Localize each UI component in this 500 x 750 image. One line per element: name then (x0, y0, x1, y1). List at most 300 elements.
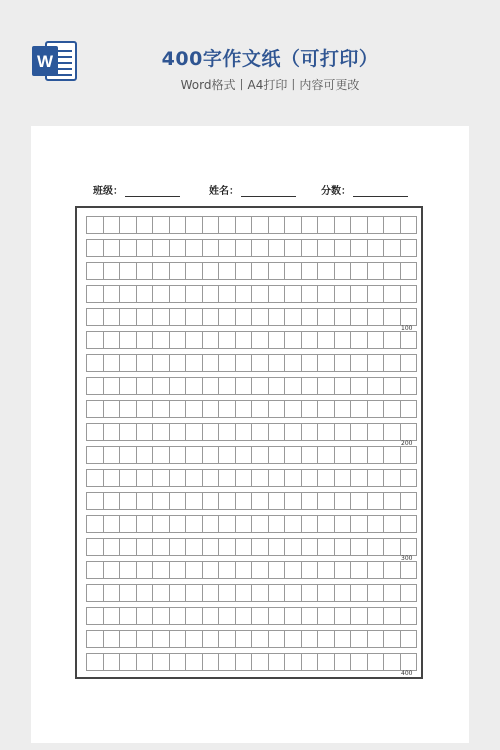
grid-cell[interactable] (400, 400, 418, 418)
grid-cell[interactable] (268, 607, 286, 625)
grid-cell[interactable] (301, 469, 319, 487)
grid-cell[interactable] (284, 446, 302, 464)
grid-cell[interactable] (235, 262, 253, 280)
grid-cell[interactable] (119, 216, 137, 234)
grid-cell[interactable] (103, 262, 121, 280)
grid-cell[interactable] (301, 492, 319, 510)
grid-cell[interactable] (202, 446, 220, 464)
grid-cell[interactable] (169, 377, 187, 395)
grid-cell[interactable] (169, 515, 187, 533)
grid-cell[interactable] (400, 239, 418, 257)
grid-cell[interactable] (251, 446, 269, 464)
grid-cell[interactable] (334, 469, 352, 487)
grid-cell[interactable] (268, 653, 286, 671)
grid-cell[interactable] (136, 377, 154, 395)
grid-cell[interactable] (400, 446, 418, 464)
grid-cell[interactable] (152, 239, 170, 257)
grid-cell[interactable] (400, 285, 418, 303)
grid-cell[interactable] (400, 515, 418, 533)
grid-cell[interactable] (383, 515, 401, 533)
grid-cell[interactable] (400, 607, 418, 625)
grid-cell[interactable] (284, 561, 302, 579)
grid-cell[interactable] (251, 515, 269, 533)
grid-cell[interactable] (202, 469, 220, 487)
class-blank[interactable] (125, 186, 180, 197)
grid-cell[interactable] (169, 308, 187, 326)
grid-cell[interactable] (284, 515, 302, 533)
grid-cell[interactable] (218, 308, 236, 326)
grid-cell[interactable] (301, 216, 319, 234)
grid-cell[interactable] (86, 446, 104, 464)
grid-cell[interactable] (367, 216, 385, 234)
grid-cell[interactable] (268, 584, 286, 602)
grid-cell[interactable] (136, 262, 154, 280)
grid-cell[interactable] (251, 653, 269, 671)
grid-cell[interactable] (152, 262, 170, 280)
grid-cell[interactable] (251, 262, 269, 280)
grid-cell[interactable] (202, 561, 220, 579)
grid-cell[interactable] (268, 423, 286, 441)
grid-cell[interactable] (202, 423, 220, 441)
grid-cell[interactable] (185, 630, 203, 648)
grid-cell[interactable] (218, 515, 236, 533)
grid-cell[interactable] (367, 630, 385, 648)
grid-cell[interactable] (367, 538, 385, 556)
grid-cell[interactable] (367, 446, 385, 464)
grid-cell[interactable] (218, 446, 236, 464)
grid-cell[interactable] (251, 469, 269, 487)
grid-cell[interactable] (268, 262, 286, 280)
grid-cell[interactable] (136, 423, 154, 441)
grid-cell[interactable] (284, 377, 302, 395)
grid-cell[interactable] (218, 561, 236, 579)
grid-cell[interactable] (86, 331, 104, 349)
grid-cell[interactable] (119, 561, 137, 579)
grid-cell[interactable] (383, 285, 401, 303)
grid-cell[interactable] (284, 584, 302, 602)
grid-cell[interactable] (152, 538, 170, 556)
grid-cell[interactable] (152, 469, 170, 487)
grid-cell[interactable] (350, 515, 368, 533)
grid-cell[interactable] (317, 285, 335, 303)
grid-cell[interactable] (251, 377, 269, 395)
grid-cell[interactable] (383, 216, 401, 234)
grid-cell[interactable] (350, 446, 368, 464)
score-field[interactable] (321, 182, 408, 197)
grid-cell[interactable] (317, 377, 335, 395)
grid-cell[interactable] (119, 492, 137, 510)
grid-cell[interactable] (284, 469, 302, 487)
grid-cell[interactable] (152, 630, 170, 648)
grid-cell[interactable] (86, 515, 104, 533)
grid-cell[interactable] (334, 400, 352, 418)
grid-cell[interactable] (334, 584, 352, 602)
grid-cell[interactable] (383, 584, 401, 602)
grid-cell[interactable] (119, 308, 137, 326)
grid-cell[interactable] (235, 423, 253, 441)
grid-cell[interactable] (185, 239, 203, 257)
grid-cell[interactable] (119, 262, 137, 280)
grid-cell[interactable] (202, 239, 220, 257)
grid-cell[interactable] (317, 308, 335, 326)
grid-cell[interactable] (136, 630, 154, 648)
grid-cell[interactable] (383, 331, 401, 349)
grid-cell[interactable] (235, 400, 253, 418)
grid-cell[interactable] (350, 216, 368, 234)
grid-cell[interactable] (202, 331, 220, 349)
grid-cell[interactable] (185, 492, 203, 510)
grid-cell[interactable] (152, 515, 170, 533)
grid-cell[interactable] (317, 607, 335, 625)
grid-cell[interactable] (400, 308, 418, 326)
grid-cell[interactable] (103, 423, 121, 441)
grid-cell[interactable] (350, 423, 368, 441)
grid-cell[interactable] (152, 561, 170, 579)
grid-cell[interactable] (251, 331, 269, 349)
grid-cell[interactable] (334, 423, 352, 441)
grid-cell[interactable] (103, 469, 121, 487)
grid-cell[interactable] (383, 538, 401, 556)
grid-cell[interactable] (169, 423, 187, 441)
grid-cell[interactable] (317, 538, 335, 556)
grid-cell[interactable] (350, 354, 368, 372)
grid-cell[interactable] (301, 607, 319, 625)
grid-cell[interactable] (86, 607, 104, 625)
grid-cell[interactable] (103, 653, 121, 671)
grid-cell[interactable] (251, 354, 269, 372)
grid-cell[interactable] (367, 354, 385, 372)
grid-cell[interactable] (367, 262, 385, 280)
grid-cell[interactable] (400, 492, 418, 510)
grid-cell[interactable] (367, 584, 385, 602)
grid-cell[interactable] (185, 400, 203, 418)
grid-cell[interactable] (152, 584, 170, 602)
grid-cell[interactable] (202, 308, 220, 326)
grid-cell[interactable] (317, 446, 335, 464)
grid-cell[interactable] (235, 607, 253, 625)
grid-cell[interactable] (218, 630, 236, 648)
grid-cell[interactable] (235, 469, 253, 487)
grid-cell[interactable] (400, 538, 418, 556)
grid-cell[interactable] (268, 492, 286, 510)
grid-cell[interactable] (86, 469, 104, 487)
grid-cell[interactable] (103, 607, 121, 625)
grid-cell[interactable] (103, 354, 121, 372)
grid-cell[interactable] (367, 515, 385, 533)
grid-cell[interactable] (301, 239, 319, 257)
grid-cell[interactable] (334, 446, 352, 464)
grid-cell[interactable] (284, 308, 302, 326)
grid-cell[interactable] (235, 653, 253, 671)
grid-cell[interactable] (284, 492, 302, 510)
grid-cell[interactable] (284, 216, 302, 234)
grid-cell[interactable] (169, 584, 187, 602)
grid-cell[interactable] (268, 239, 286, 257)
grid-cell[interactable] (103, 239, 121, 257)
grid-cell[interactable] (103, 377, 121, 395)
grid-cell[interactable] (383, 400, 401, 418)
grid-cell[interactable] (251, 239, 269, 257)
grid-cell[interactable] (152, 377, 170, 395)
grid-cell[interactable] (301, 446, 319, 464)
grid-cell[interactable] (119, 538, 137, 556)
grid-cell[interactable] (136, 308, 154, 326)
grid-cell[interactable] (235, 308, 253, 326)
grid-cell[interactable] (202, 584, 220, 602)
grid-cell[interactable] (169, 216, 187, 234)
grid-cell[interactable] (152, 400, 170, 418)
grid-cell[interactable] (268, 538, 286, 556)
grid-cell[interactable] (301, 653, 319, 671)
grid-cell[interactable] (367, 561, 385, 579)
grid-cell[interactable] (383, 607, 401, 625)
grid-cell[interactable] (218, 239, 236, 257)
grid-cell[interactable] (136, 400, 154, 418)
grid-cell[interactable] (119, 377, 137, 395)
grid-cell[interactable] (136, 354, 154, 372)
grid-cell[interactable] (169, 492, 187, 510)
grid-cell[interactable] (202, 354, 220, 372)
grid-cell[interactable] (284, 262, 302, 280)
grid-cell[interactable] (268, 308, 286, 326)
grid-cell[interactable] (367, 400, 385, 418)
grid-cell[interactable] (334, 653, 352, 671)
grid-cell[interactable] (235, 216, 253, 234)
grid-cell[interactable] (301, 584, 319, 602)
grid-cell[interactable] (136, 216, 154, 234)
grid-cell[interactable] (103, 515, 121, 533)
grid-cell[interactable] (251, 216, 269, 234)
grid-cell[interactable] (284, 354, 302, 372)
grid-cell[interactable] (251, 538, 269, 556)
grid-cell[interactable] (169, 469, 187, 487)
grid-cell[interactable] (185, 607, 203, 625)
grid-cell[interactable] (350, 469, 368, 487)
grid-cell[interactable] (152, 216, 170, 234)
grid-cell[interactable] (383, 377, 401, 395)
grid-cell[interactable] (334, 377, 352, 395)
grid-cell[interactable] (334, 538, 352, 556)
grid-cell[interactable] (152, 653, 170, 671)
grid-cell[interactable] (350, 607, 368, 625)
grid-cell[interactable] (350, 308, 368, 326)
grid-cell[interactable] (169, 331, 187, 349)
grid-cell[interactable] (317, 584, 335, 602)
grid-cell[interactable] (152, 492, 170, 510)
grid-cell[interactable] (86, 630, 104, 648)
grid-cell[interactable] (119, 653, 137, 671)
grid-cell[interactable] (301, 400, 319, 418)
grid-cell[interactable] (383, 239, 401, 257)
grid-cell[interactable] (235, 285, 253, 303)
grid-cell[interactable] (268, 216, 286, 234)
grid-cell[interactable] (284, 538, 302, 556)
grid-cell[interactable] (317, 561, 335, 579)
grid-cell[interactable] (383, 630, 401, 648)
grid-cell[interactable] (152, 423, 170, 441)
grid-cell[interactable] (251, 561, 269, 579)
grid-cell[interactable] (400, 331, 418, 349)
grid-cell[interactable] (136, 239, 154, 257)
grid-cell[interactable] (400, 354, 418, 372)
grid-cell[interactable] (268, 561, 286, 579)
grid-cell[interactable] (334, 607, 352, 625)
grid-cell[interactable] (334, 239, 352, 257)
grid-cell[interactable] (185, 653, 203, 671)
grid-cell[interactable] (136, 492, 154, 510)
grid-cell[interactable] (268, 354, 286, 372)
grid-cell[interactable] (317, 400, 335, 418)
grid-cell[interactable] (350, 653, 368, 671)
grid-cell[interactable] (218, 607, 236, 625)
grid-cell[interactable] (86, 354, 104, 372)
grid-cell[interactable] (334, 262, 352, 280)
grid-cell[interactable] (86, 538, 104, 556)
grid-cell[interactable] (268, 377, 286, 395)
grid-cell[interactable] (103, 538, 121, 556)
grid-cell[interactable] (367, 607, 385, 625)
grid-cell[interactable] (136, 446, 154, 464)
grid-cell[interactable] (119, 423, 137, 441)
grid-cell[interactable] (367, 653, 385, 671)
grid-cell[interactable] (334, 515, 352, 533)
grid-cell[interactable] (235, 492, 253, 510)
grid-cell[interactable] (169, 630, 187, 648)
grid-cell[interactable] (235, 515, 253, 533)
grid-cell[interactable] (301, 262, 319, 280)
grid-cell[interactable] (103, 400, 121, 418)
grid-cell[interactable] (235, 331, 253, 349)
grid-cell[interactable] (169, 262, 187, 280)
grid-cell[interactable] (136, 469, 154, 487)
grid-cell[interactable] (202, 262, 220, 280)
grid-cell[interactable] (251, 423, 269, 441)
grid-cell[interactable] (334, 354, 352, 372)
grid-cell[interactable] (367, 469, 385, 487)
grid-cell[interactable] (268, 469, 286, 487)
grid-cell[interactable] (383, 492, 401, 510)
grid-cell[interactable] (202, 515, 220, 533)
grid-cell[interactable] (334, 308, 352, 326)
grid-cell[interactable] (103, 561, 121, 579)
grid-cell[interactable] (185, 262, 203, 280)
grid-cell[interactable] (317, 216, 335, 234)
grid-cell[interactable] (235, 354, 253, 372)
grid-cell[interactable] (268, 515, 286, 533)
grid-cell[interactable] (383, 308, 401, 326)
grid-cell[interactable] (367, 331, 385, 349)
grid-cell[interactable] (235, 538, 253, 556)
name-field[interactable] (209, 182, 296, 197)
grid-cell[interactable] (185, 216, 203, 234)
grid-cell[interactable] (301, 331, 319, 349)
name-blank[interactable] (241, 186, 296, 197)
grid-cell[interactable] (152, 285, 170, 303)
grid-cell[interactable] (103, 308, 121, 326)
grid-cell[interactable] (251, 400, 269, 418)
grid-cell[interactable] (119, 515, 137, 533)
grid-cell[interactable] (185, 308, 203, 326)
grid-cell[interactable] (169, 400, 187, 418)
grid-cell[interactable] (350, 400, 368, 418)
grid-cell[interactable] (367, 423, 385, 441)
grid-cell[interactable] (218, 331, 236, 349)
grid-cell[interactable] (202, 400, 220, 418)
grid-cell[interactable] (185, 469, 203, 487)
grid-cell[interactable] (119, 630, 137, 648)
grid-cell[interactable] (169, 285, 187, 303)
grid-cell[interactable] (119, 331, 137, 349)
grid-cell[interactable] (317, 239, 335, 257)
grid-cell[interactable] (169, 446, 187, 464)
grid-cell[interactable] (169, 653, 187, 671)
grid-cell[interactable] (218, 354, 236, 372)
grid-cell[interactable] (103, 331, 121, 349)
grid-cell[interactable] (301, 538, 319, 556)
grid-cell[interactable] (202, 216, 220, 234)
grid-cell[interactable] (268, 446, 286, 464)
grid-cell[interactable] (334, 492, 352, 510)
grid-cell[interactable] (251, 607, 269, 625)
grid-cell[interactable] (383, 354, 401, 372)
grid-cell[interactable] (218, 469, 236, 487)
grid-cell[interactable] (284, 607, 302, 625)
grid-cell[interactable] (185, 561, 203, 579)
grid-cell[interactable] (136, 607, 154, 625)
grid-cell[interactable] (185, 285, 203, 303)
grid-cell[interactable] (400, 262, 418, 280)
grid-cell[interactable] (185, 377, 203, 395)
grid-cell[interactable] (218, 262, 236, 280)
grid-cell[interactable] (86, 262, 104, 280)
grid-cell[interactable] (218, 423, 236, 441)
grid-cell[interactable] (400, 653, 418, 671)
grid-cell[interactable] (284, 653, 302, 671)
grid-cell[interactable] (202, 653, 220, 671)
grid-cell[interactable] (119, 239, 137, 257)
grid-cell[interactable] (301, 561, 319, 579)
grid-cell[interactable] (284, 285, 302, 303)
grid-cell[interactable] (119, 400, 137, 418)
grid-cell[interactable] (218, 492, 236, 510)
grid-cell[interactable] (284, 331, 302, 349)
grid-cell[interactable] (301, 308, 319, 326)
grid-cell[interactable] (301, 354, 319, 372)
grid-cell[interactable] (400, 377, 418, 395)
grid-cell[interactable] (152, 354, 170, 372)
grid-cell[interactable] (235, 446, 253, 464)
grid-cell[interactable] (136, 515, 154, 533)
grid-cell[interactable] (119, 607, 137, 625)
grid-cell[interactable] (119, 285, 137, 303)
grid-cell[interactable] (136, 653, 154, 671)
grid-cell[interactable] (317, 630, 335, 648)
grid-cell[interactable] (169, 607, 187, 625)
grid-cell[interactable] (350, 377, 368, 395)
grid-cell[interactable] (86, 492, 104, 510)
grid-cell[interactable] (367, 285, 385, 303)
grid-cell[interactable] (86, 285, 104, 303)
grid-cell[interactable] (251, 285, 269, 303)
grid-cell[interactable] (268, 630, 286, 648)
grid-cell[interactable] (350, 538, 368, 556)
grid-cell[interactable] (317, 492, 335, 510)
grid-cell[interactable] (400, 423, 418, 441)
grid-cell[interactable] (301, 423, 319, 441)
grid-cell[interactable] (218, 285, 236, 303)
grid-cell[interactable] (169, 354, 187, 372)
grid-cell[interactable] (119, 446, 137, 464)
